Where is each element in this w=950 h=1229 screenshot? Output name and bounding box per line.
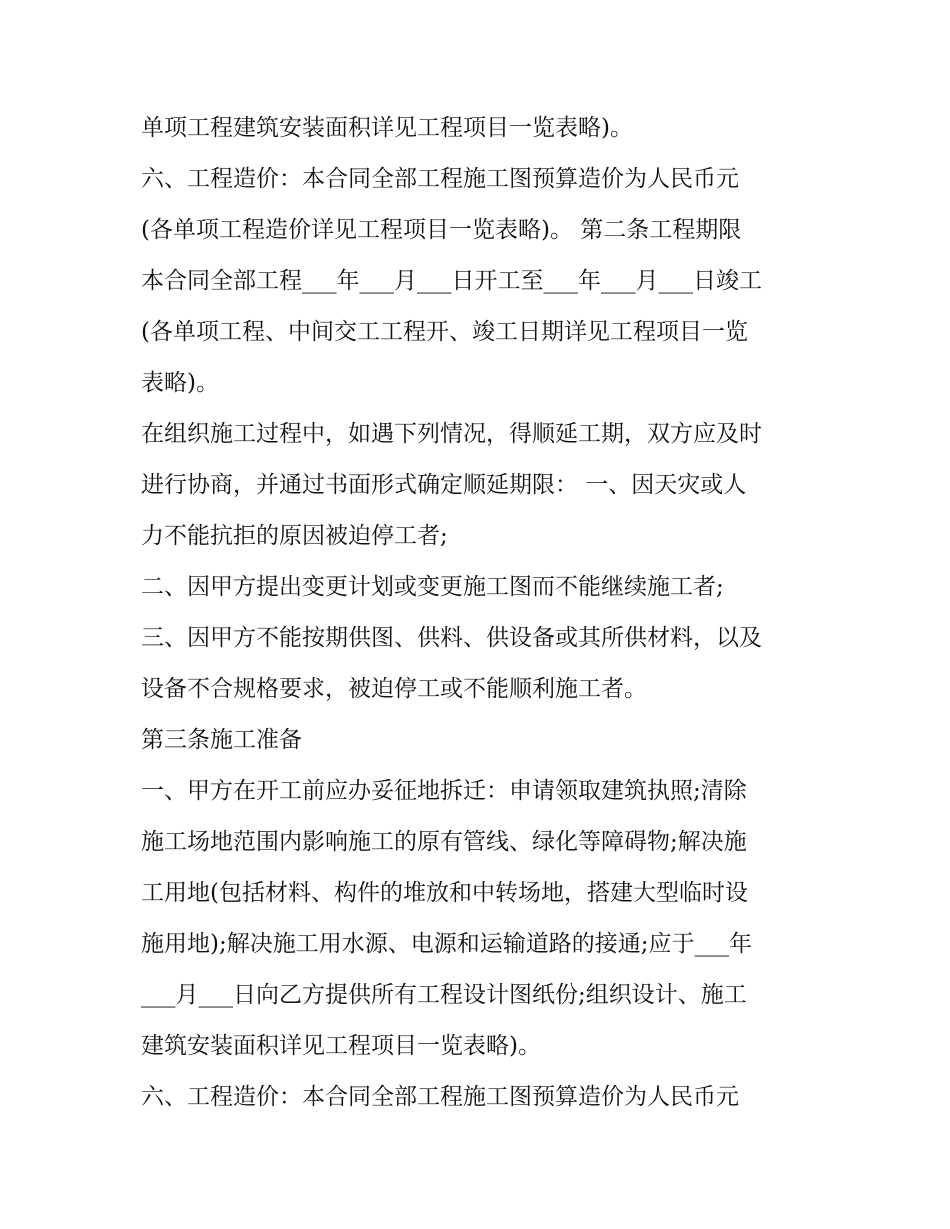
text-line: 一、甲方在开工前应办妥征地拆迁：申请领取建筑执照;清除: [141, 778, 747, 804]
text-line: 六、工程造价：本合同全部工程施工图预算造价为人民币元: [141, 1084, 739, 1110]
text-line: 施用地);解决施工用水源、电源和运输道路的接通;应于___年: [141, 931, 752, 957]
text-line: (各单项工程造价详见工程项目一览表略)。 第二条工程期限: [141, 217, 742, 243]
text-line: 施工场地范围内影响施工的原有管线、绿化等障碍物;解决施: [141, 829, 747, 855]
text-line: 工用地(包括材料、构件的堆放和中转场地，搭建大型临时设: [141, 880, 748, 906]
text-line: 建筑安装面积详见工程项目一览表略)。: [141, 1033, 541, 1059]
text-line: ___月___日向乙方提供所有工程设计图纸份;组织设计、施工: [141, 982, 747, 1008]
text-line: 表略)。: [141, 370, 219, 396]
text-line: (各单项工程、中间交工工程开、竣工日期详见工程项目一览: [141, 319, 748, 345]
text-line: 设备不合规格要求，被迫停工或不能顺利施工者。: [141, 676, 647, 702]
text-line: 单项工程建筑安装面积详见工程项目一览表略)。: [141, 115, 633, 141]
text-line: 二、因甲方提出变更计划或变更施工图而不能继续施工者;: [141, 574, 724, 600]
text-line: 进行协商，并通过书面形式确定顺延期限： 一、因天灾或人: [141, 472, 747, 498]
text-line: 力不能抗拒的原因被迫停工者;: [141, 523, 448, 549]
section-heading: 第三条施工准备: [141, 727, 302, 753]
text-line: 在组织施工过程中，如遇下列情况，得顺延工期，双方应及时: [141, 421, 762, 447]
text-line: 本合同全部工程___年___月___日开工至___年___月___日竣工: [141, 268, 762, 294]
text-line: 六、工程造价：本合同全部工程施工图预算造价为人民币元: [141, 166, 739, 192]
text-line: 三、因甲方不能按期供图、供料、供设备或其所供材料，以及: [141, 625, 762, 651]
